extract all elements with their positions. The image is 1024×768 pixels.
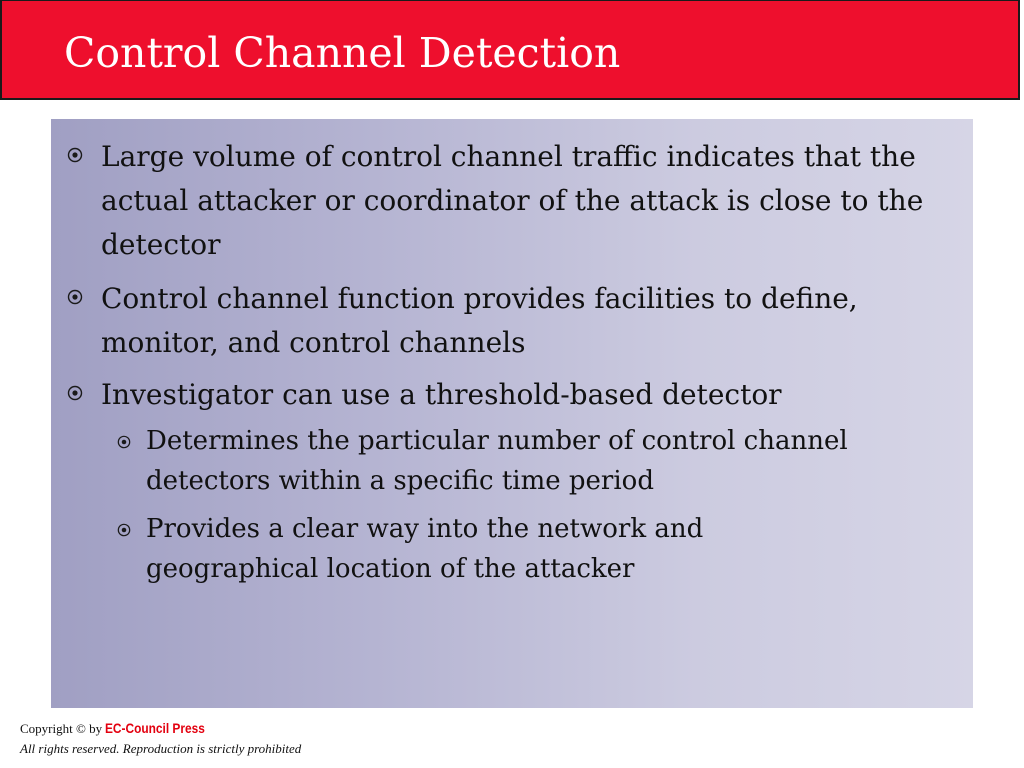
title-bar [0,0,1020,100]
circled-dot-bullet-icon [67,147,83,163]
bullet-text: Control channel function provides facilities to define, monitor, and control channels [101,282,858,359]
copyright-line [20,718,301,739]
circled-dot-bullet-icon [67,385,83,401]
circled-dot-bullet-icon [67,289,83,305]
content-area [51,119,973,708]
copyright-prefix: Copyright © by [20,721,106,736]
sub-bullet-text: Determines the particular number of control channel detectors within a specific time period [146,426,848,496]
footer [20,718,301,759]
bullet-text: Large volume of control channel traffic indicates that the actual attacker or coordinator of the attack is close to the detector [101,140,924,261]
rights-line: All rights reserved. Reproduction is strictly prohibited [20,741,302,756]
circled-dot-bullet-icon [117,435,131,449]
slide-title: Control Channel Detection [64,29,621,77]
sub-bullet-text: Provides a clear way into the network and geographical location of the attacker [146,514,704,584]
circled-dot-bullet-icon [117,523,131,537]
bullet-text: Investigator can use a threshold-based detector [101,378,782,411]
publisher-brand: EC-Council Press [105,720,206,736]
